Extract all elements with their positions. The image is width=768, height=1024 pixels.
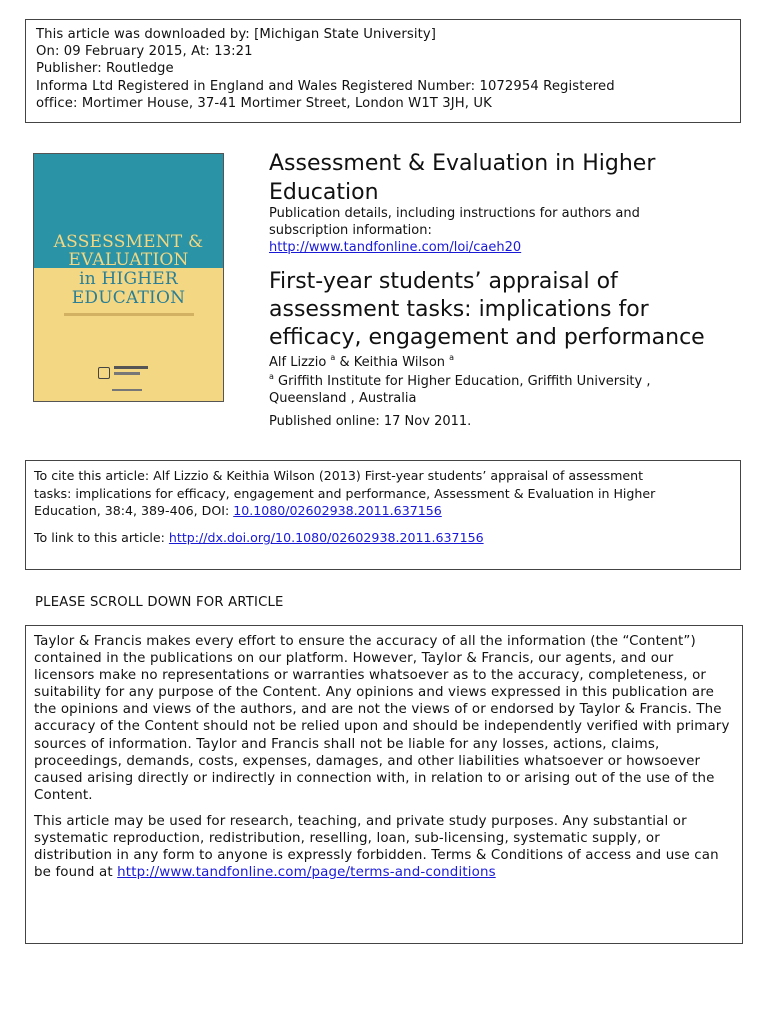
publisher-logo-icon bbox=[98, 367, 110, 379]
affiliation-line: Griffith Institute for Higher Education, Griffith University , bbox=[278, 374, 651, 389]
cover-issue-strip bbox=[64, 313, 194, 316]
affiliation bbox=[269, 373, 739, 407]
citation-line: Education, 38:4, 389-406, DOI: bbox=[34, 503, 234, 519]
download-info-box bbox=[25, 19, 741, 123]
usage-paragraph-text: This article may be used for research, teaching, and private study purposes. Any substantial or systematic reproduction, redistribution, reselling, loan, sub-licensing, systematic supply, or distribution in any form to anyone is expressly forbidden. Terms & Conditions of access and use can be found at bbox=[34, 813, 719, 881]
usage-paragraph bbox=[34, 813, 734, 881]
journal-url-link[interactable]: http://www.tandfonline.com/loi/caeh20 bbox=[269, 240, 522, 255]
office-line: office: Mortimer House, 37-41 Mortimer Street, London W1T 3JH, UK bbox=[36, 95, 492, 111]
cover-title-line: ASSESSMENT & bbox=[53, 232, 204, 252]
cover-title-line: in HIGHER bbox=[79, 269, 178, 289]
author-name: Keithia Wilson bbox=[353, 355, 446, 370]
citation-line: tasks: implications for efficacy, engagement and performance, Assessment & Evaluation in Higher bbox=[34, 485, 656, 501]
article-title-line: efficacy, engagement and performance bbox=[269, 325, 705, 350]
cover-title-line: EVALUATION bbox=[68, 250, 189, 270]
link-label: To link to this article: bbox=[34, 529, 169, 545]
terms-and-conditions-link[interactable]: http://www.tandfonline.com/page/terms-and-conditions bbox=[117, 865, 496, 881]
journal-title bbox=[269, 149, 739, 207]
journal-cover-image bbox=[33, 153, 224, 402]
cover-footer-mark bbox=[112, 389, 142, 391]
disclaimer-paragraph: Taylor & Francis makes every effort to ensure the accuracy of all the information (the “Content”) contained in the publications on our platform. However, Taylor & Francis, our agents, and our licensors make no representations or warranties whatsoever as to the accuracy, completeness, or suitability for any purpose of the Content. Any opinions and views expressed in this publication are the opinions and views of the authors, and are not the views of or endorsed by Taylor & Francis. The accuracy of the Content should not be relied upon and should be independently verified with primary sources of information. Taylor and Francis shall not be liable for any losses, actions, claims, proceedings, demands, costs, expenses, damages, and other liabilities whatsoever or howsoever caused arising directly or indirectly in connection with, in relation to or arising out of the use of the Content. bbox=[34, 634, 730, 803]
author-affiliation-marker: a bbox=[330, 353, 336, 362]
article-title-line: assessment tasks: implications for bbox=[269, 297, 649, 322]
publication-details-line: Publication details, including instructions for authors and bbox=[269, 206, 640, 221]
doi-link[interactable]: 10.1080/02602938.2011.637156 bbox=[233, 503, 442, 519]
citation-line: To cite this article: Alf Lizzio & Keithia Wilson (2013) First-year students’ appraisal of assessment bbox=[34, 468, 644, 483]
scroll-down-notice: PLEASE SCROLL DOWN FOR ARTICLE bbox=[35, 595, 284, 610]
article-title bbox=[269, 268, 739, 352]
publication-details-line: subscription information: bbox=[269, 223, 432, 238]
affiliation-marker: a bbox=[269, 372, 274, 381]
cover-logo-mark bbox=[114, 372, 140, 375]
published-date: Published online: 17 Nov 2011. bbox=[269, 414, 472, 429]
download-date-line: On: 09 February 2015, At: 13:21 bbox=[36, 44, 253, 60]
article-doi-url-link[interactable]: http://dx.doi.org/10.1080/02602938.2011.637156 bbox=[168, 529, 484, 545]
download-line: This article was downloaded by: [Michigan State University] bbox=[36, 27, 437, 42]
authors-line bbox=[269, 354, 739, 371]
cover-title-line: EDUCATION bbox=[71, 288, 186, 308]
author-affiliation-marker: a bbox=[449, 353, 455, 362]
author-separator: & bbox=[335, 355, 354, 370]
disclaimer-box bbox=[25, 625, 743, 944]
author-name: Alf Lizzio bbox=[269, 355, 327, 370]
registration-line: Informa Ltd Registered in England and Wales Registered Number: 1072954 Registered bbox=[36, 78, 615, 94]
journal-title-line: Assessment & Evaluation in Higher bbox=[269, 151, 656, 176]
citation-box bbox=[25, 460, 741, 570]
affiliation-line: Queensland , Australia bbox=[269, 391, 417, 406]
publication-details bbox=[269, 205, 739, 256]
publisher-line: Publisher: Routledge bbox=[36, 61, 174, 77]
cover-logo-mark bbox=[114, 366, 148, 369]
journal-title-line: Education bbox=[269, 180, 379, 205]
article-title-line: First-year students’ appraisal of bbox=[269, 269, 618, 294]
